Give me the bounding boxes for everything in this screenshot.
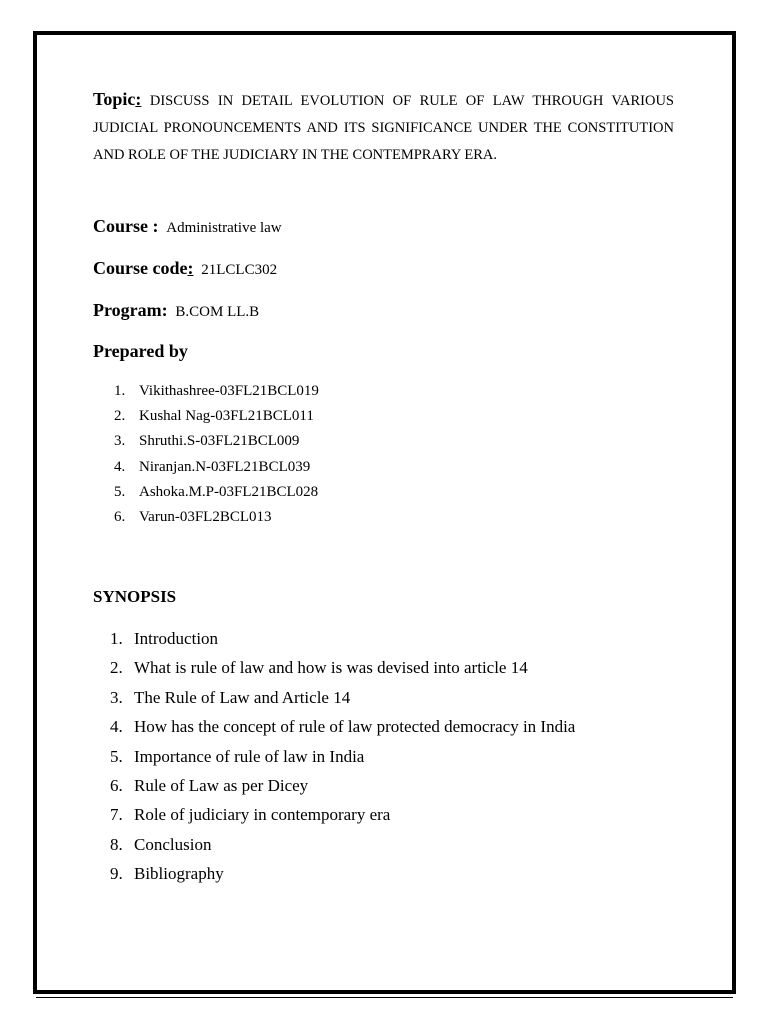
- synopsis-number: 5.: [110, 746, 123, 766]
- synopsis-text: How has the concept of rule of law protected democracy in India: [134, 717, 576, 737]
- synopsis-item: [110, 773, 575, 802]
- topic-label-colon: :: [135, 89, 142, 109]
- author-name: Varun-03FL2BCL013: [139, 508, 272, 525]
- course-field: [93, 216, 282, 237]
- author-number: 6.: [114, 508, 126, 525]
- author-name: Kushal Nag-03FL21BCL011: [139, 408, 314, 425]
- course-code-label: [93, 258, 193, 278]
- synopsis-text: Importance of rule of law in India: [134, 746, 365, 766]
- author-number: 3.: [114, 433, 126, 450]
- prepared-by-heading: Prepared by: [93, 341, 188, 361]
- synopsis-number: 4.: [110, 717, 123, 737]
- synopsis-item: [110, 802, 575, 831]
- synopsis-item: [110, 685, 575, 714]
- author-item: [114, 380, 319, 405]
- author-name: Vikithashree-03FL21BCL019: [139, 383, 319, 399]
- synopsis-number: 1.: [110, 629, 123, 648]
- synopsis-text: Role of judiciary in contemporary era: [134, 805, 391, 825]
- synopsis-number: 2.: [110, 658, 123, 678]
- synopsis-heading: SYNOPSIS: [93, 587, 177, 606]
- program-value: B.COM LL.B: [175, 304, 260, 320]
- course-code-field: [93, 258, 277, 279]
- course-code-label-text: Course code: [93, 258, 188, 278]
- author-number: 2.: [114, 408, 126, 425]
- synopsis-item: [110, 655, 575, 684]
- author-name: Shruthi.S-03FL21BCL009: [139, 433, 300, 450]
- authors-list: [114, 380, 319, 531]
- synopsis-text: Introduction: [134, 629, 219, 648]
- synopsis-text: The Rule of Law and Article 14: [134, 687, 351, 707]
- author-item: [114, 456, 319, 481]
- topic-block: [93, 86, 674, 169]
- course-code-label-colon: :: [187, 258, 194, 278]
- synopsis-number: 6.: [110, 775, 123, 795]
- synopsis-text: What is rule of law and how is was devised into article 14: [134, 658, 528, 678]
- course-value: Administrative law: [166, 220, 282, 236]
- program-field: [93, 300, 259, 321]
- author-name: Ashoka.M.P-03FL21BCL028: [139, 483, 319, 500]
- author-item: [114, 481, 319, 506]
- synopsis-text: Bibliography: [134, 864, 224, 884]
- synopsis-list: [110, 626, 575, 891]
- synopsis-number: 8.: [110, 834, 123, 854]
- author-number: 4.: [114, 458, 126, 475]
- synopsis-item: [110, 861, 575, 890]
- course-label: Course :: [93, 216, 159, 236]
- synopsis-number: 9.: [110, 864, 123, 884]
- synopsis-number: 3.: [110, 687, 123, 707]
- program-label: Program:: [93, 300, 168, 320]
- author-name: Niranjan.N-03FL21BCL039: [139, 458, 311, 475]
- synopsis-number: 7.: [110, 805, 123, 825]
- synopsis-item: [110, 714, 575, 743]
- author-number: 5.: [114, 483, 126, 500]
- topic-text: DISCUSS IN DETAIL EVOLUTION OF RULE OF LAW THROUGH VARIOUS JUDICIAL PRONOUNCEMENTS AND ITS SIGNIFICANCE UNDER THE CONSTITUTION AND ROLE OF THE JUDICIARY IN THE CONTEMPRARY ERA.: [93, 93, 674, 163]
- course-code-value: 21LCLC302: [201, 262, 278, 278]
- topic-label: [93, 89, 141, 109]
- topic-label-text: Topic: [93, 89, 136, 109]
- author-item: [114, 405, 319, 430]
- synopsis-text: Conclusion: [134, 834, 212, 854]
- synopsis-text: Rule of Law as per Dicey: [134, 775, 309, 795]
- synopsis-item: [110, 744, 575, 773]
- author-item: [114, 430, 319, 455]
- synopsis-item: [110, 832, 575, 861]
- author-item: [114, 506, 319, 531]
- author-number: 1.: [114, 383, 126, 399]
- synopsis-item: [110, 626, 575, 655]
